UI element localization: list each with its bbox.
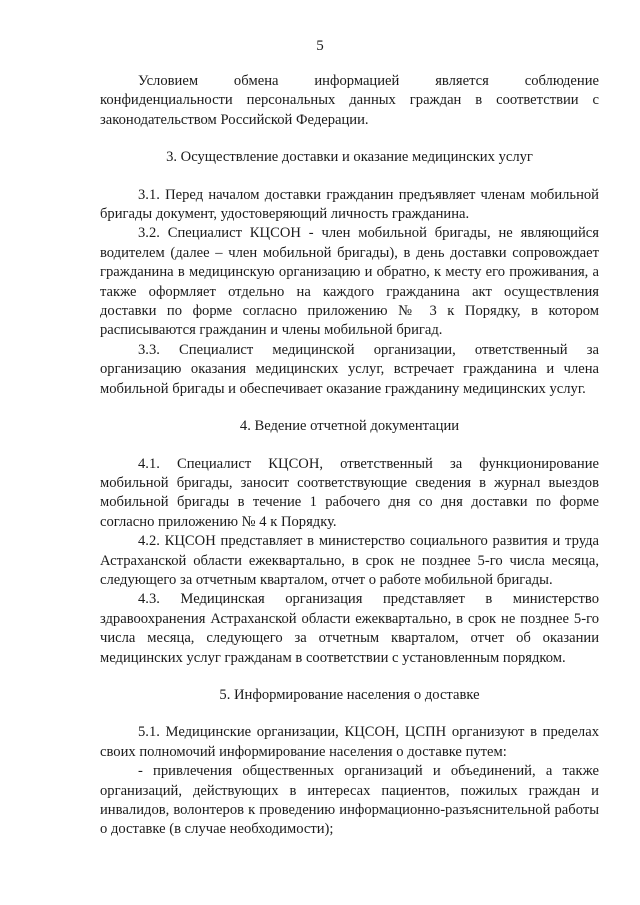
paragraph-4-2: 4.2. КЦСОН представляет в министерство социального развития и труда Астраханской области ежеквартально, в срок не позднее 5-го числа месяца, следующего за отчетным кварталом, отчет о работе мобильной бригады. — [100, 533, 599, 588]
paragraph-3-1: 3.1. Перед началом доставки гражданин предъявляет членам мобильной бригады документ, удостоверяющий личность гражданина. — [100, 186, 599, 223]
paragraph-4-3: 4.3. Медицинская организация представляет в министерство здравоохранения Астраханской области ежеквартально, в срок не позднее 5-го числа месяца, следующего за отчетным кварталом, отчет об оказании медицинских услуг гражданам в соответствии с установленным порядком. — [100, 591, 599, 666]
paragraph-4-1: 4.1. Специалист КЦСОН, ответственный за функционирование мобильной бригады, заносит соответствующие сведения в журнал выездов мобильной бригады в течение 1 рабочего дня со дня доставки по форме согласно приложению № 4 к Порядку. — [100, 455, 599, 530]
paragraph-3-2: 3.2. Специалист КЦСОН - член мобильной бригады, не являющийся водителем (далее – член мобильной бригады), в день доставки сопровождает гражданина в медицинскую организацию и обратно, к месту его проживания, а также оформляет отдельно на каждого гражданина акт осуществления доставки по форме согласно приложению № 3 к Порядку, в котором расписываются гражданин и члены мобильной бригад. — [100, 225, 599, 339]
intro-paragraph: Условием обмена информацией является соблюдение конфиденциальности персональных данных граждан в соответствии с законодательством Российской Федерации. — [100, 73, 599, 128]
paragraph-3-3: 3.3. Специалист медицинской организации, ответственный за организацию оказания медицинских услуг, встречает гражданина и члена мобильной бригады и обеспечивает оказание гражданину медицинских услуг. — [100, 341, 599, 397]
section-3-title: 3. Осуществление доставки и оказание медицинских услуг — [166, 149, 533, 166]
section-4-title: 4. Ведение отчетной документации — [239, 418, 460, 435]
paragraph-5-1-item: - привлечения общественных организаций и объединений, а также организаций, действующих в интересах пациентов, пожилых граждан и инвалидов, волонтеров к проведению информационно-разъяснительной работы о доставке (в случае необходимости); — [100, 763, 599, 838]
paragraph-5-1: 5.1. Медицинские организации, КЦСОН, ЦСПН организуют в пределах своих полномочий информирование населения о доставке путем: — [100, 724, 599, 760]
section-5-title: 5. Информирование населения о доставке — [219, 686, 480, 703]
page-content — [100, 72, 599, 840]
page-number: 5 — [316, 38, 324, 54]
